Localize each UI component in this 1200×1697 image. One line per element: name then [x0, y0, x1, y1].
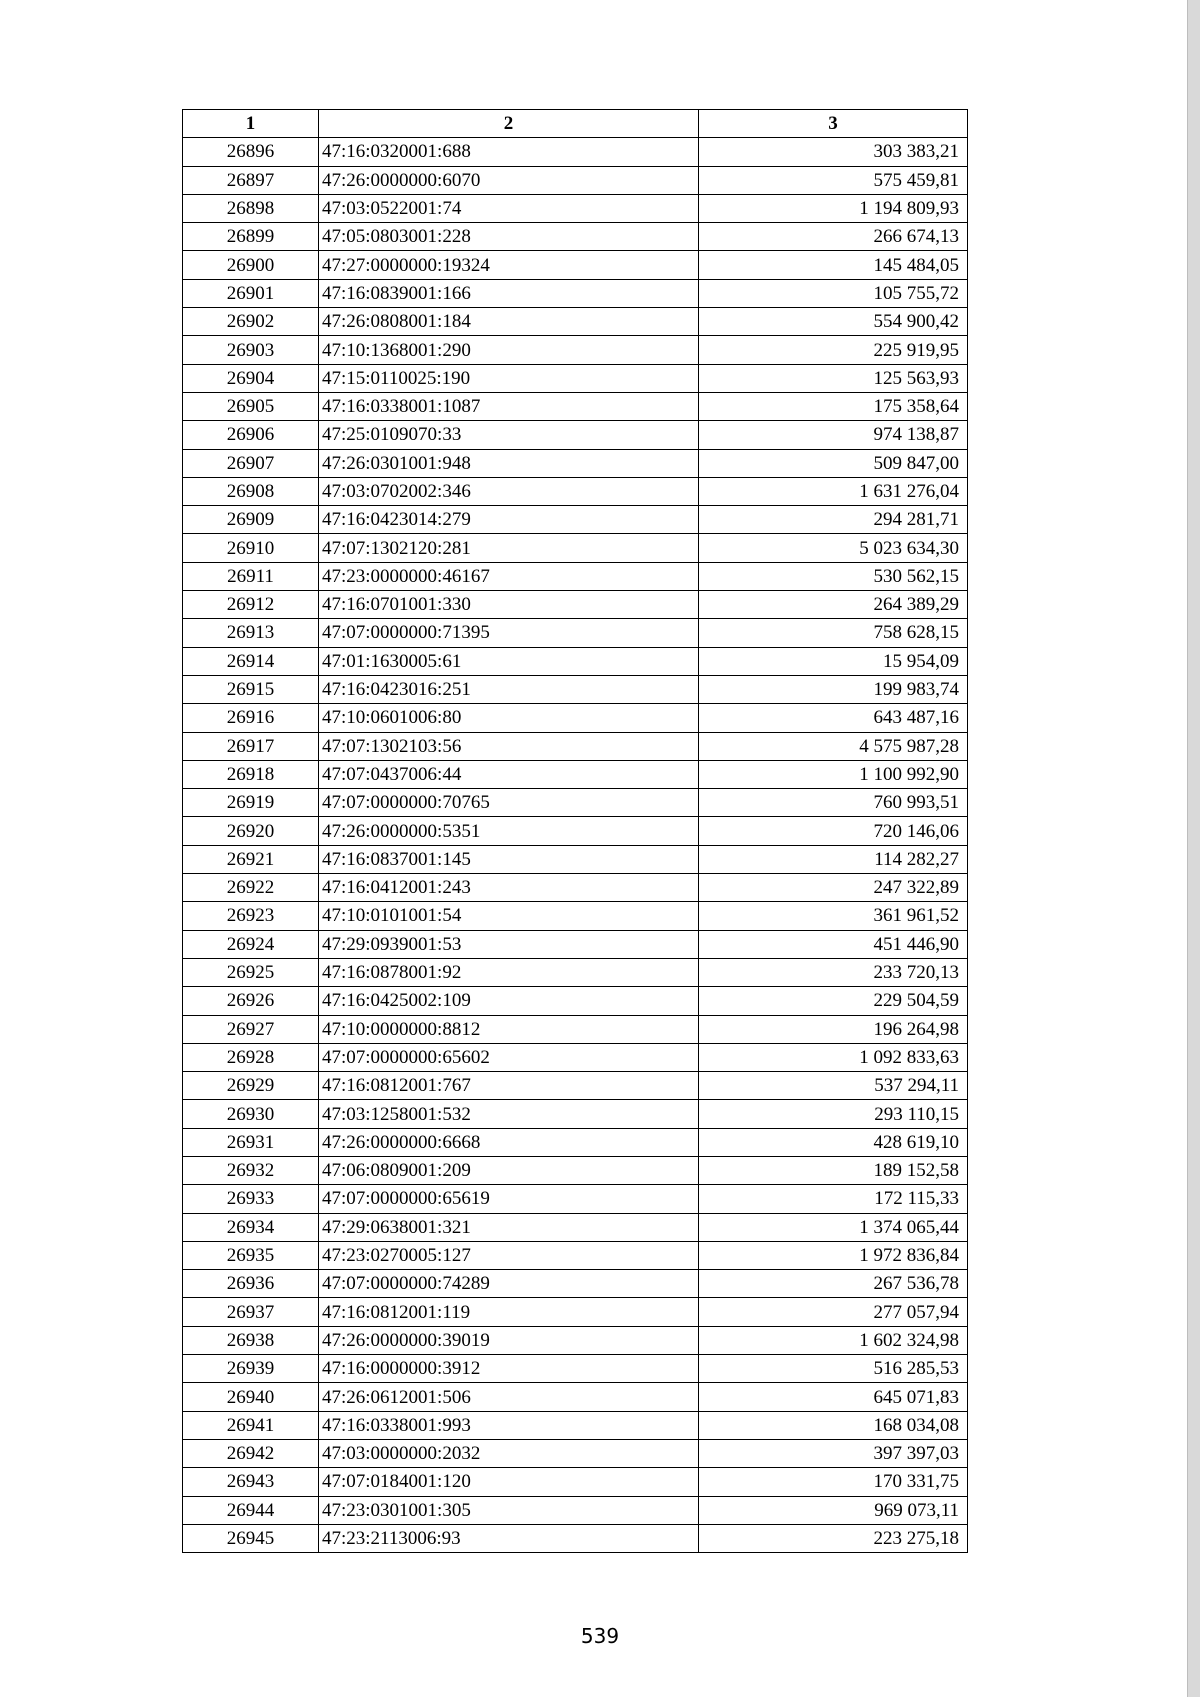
row-number-cell: 26925 [183, 958, 319, 986]
cadastral-number-cell: 47:23:0301001:305 [319, 1496, 699, 1524]
table-row [183, 1156, 968, 1184]
table-row [183, 789, 968, 817]
row-number-cell: 26939 [183, 1355, 319, 1383]
table-row [183, 1355, 968, 1383]
table-row [183, 1411, 968, 1439]
row-number-cell: 26913 [183, 619, 319, 647]
cadastral-number-cell: 47:16:0412001:243 [319, 874, 699, 902]
table-row [183, 647, 968, 675]
value-cell: 189 152,58 [699, 1156, 968, 1184]
cadastral-number-cell: 47:07:1302103:56 [319, 732, 699, 760]
value-cell: 1 602 324,98 [699, 1326, 968, 1354]
cadastral-number-cell: 47:10:0000000:8812 [319, 1015, 699, 1043]
row-number-cell: 26927 [183, 1015, 319, 1043]
value-cell: 361 961,52 [699, 902, 968, 930]
cadastral-number-cell: 47:03:0702002:346 [319, 477, 699, 505]
table-row [183, 1185, 968, 1213]
table-row [183, 308, 968, 336]
value-cell: 277 057,94 [699, 1298, 968, 1326]
table-row [183, 732, 968, 760]
cadastral-number-cell: 47:07:0184001:120 [319, 1468, 699, 1496]
row-number-cell: 26897 [183, 166, 319, 194]
value-cell: 145 484,05 [699, 251, 968, 279]
table-header [183, 110, 968, 138]
row-number-cell: 26910 [183, 534, 319, 562]
row-number-cell: 26941 [183, 1411, 319, 1439]
cadastral-number-cell: 47:16:0701001:330 [319, 591, 699, 619]
cadastral-number-cell: 47:03:0000000:2032 [319, 1439, 699, 1467]
row-number-cell: 26930 [183, 1100, 319, 1128]
table-row [183, 1326, 968, 1354]
value-cell: 114 282,27 [699, 845, 968, 873]
row-number-cell: 26907 [183, 449, 319, 477]
cadastral-number-cell: 47:16:0812001:119 [319, 1298, 699, 1326]
row-number-cell: 26909 [183, 506, 319, 534]
value-cell: 720 146,06 [699, 817, 968, 845]
value-cell: 264 389,29 [699, 591, 968, 619]
table-row [183, 166, 968, 194]
row-number-cell: 26906 [183, 421, 319, 449]
row-number-cell: 26936 [183, 1270, 319, 1298]
page-number: 539 [580, 1624, 620, 1648]
table-row [183, 874, 968, 902]
value-cell: 1 972 836,84 [699, 1241, 968, 1269]
cadastral-number-cell: 47:26:0612001:506 [319, 1383, 699, 1411]
row-number-cell: 26933 [183, 1185, 319, 1213]
value-cell: 175 358,64 [699, 392, 968, 420]
cadastral-number-cell: 47:26:0000000:39019 [319, 1326, 699, 1354]
value-cell: 293 110,15 [699, 1100, 968, 1128]
table-row [183, 1213, 968, 1241]
value-cell: 428 619,10 [699, 1128, 968, 1156]
cadastral-number-cell: 47:16:0812001:767 [319, 1072, 699, 1100]
value-cell: 643 487,16 [699, 704, 968, 732]
row-number-cell: 26918 [183, 760, 319, 788]
row-number-cell: 26928 [183, 1043, 319, 1071]
value-cell: 223 275,18 [699, 1524, 968, 1552]
row-number-cell: 26944 [183, 1496, 319, 1524]
table-row [183, 1072, 968, 1100]
table-row [183, 958, 968, 986]
row-number-cell: 26915 [183, 675, 319, 703]
cadastral-number-cell: 47:26:0000000:6070 [319, 166, 699, 194]
value-cell: 1 100 992,90 [699, 760, 968, 788]
value-cell: 451 446,90 [699, 930, 968, 958]
row-number-cell: 26900 [183, 251, 319, 279]
table-row [183, 194, 968, 222]
table-row [183, 1439, 968, 1467]
row-number-cell: 26914 [183, 647, 319, 675]
value-cell: 105 755,72 [699, 279, 968, 307]
table-row [183, 987, 968, 1015]
row-number-cell: 26935 [183, 1241, 319, 1269]
cadastral-number-cell: 47:07:0000000:65602 [319, 1043, 699, 1071]
row-number-cell: 26916 [183, 704, 319, 732]
row-number-cell: 26911 [183, 562, 319, 590]
table-row [183, 392, 968, 420]
cadastral-number-cell: 47:16:0338001:1087 [319, 392, 699, 420]
value-cell: 760 993,51 [699, 789, 968, 817]
cadastral-number-cell: 47:07:0437006:44 [319, 760, 699, 788]
cadastral-number-cell: 47:16:0320001:688 [319, 138, 699, 166]
table-row [183, 902, 968, 930]
table-row [183, 223, 968, 251]
value-cell: 1 374 065,44 [699, 1213, 968, 1241]
table-body [183, 138, 968, 1553]
row-number-cell: 26923 [183, 902, 319, 930]
cadastral-number-cell: 47:16:0000000:3912 [319, 1355, 699, 1383]
value-cell: 267 536,78 [699, 1270, 968, 1298]
row-number-cell: 26898 [183, 194, 319, 222]
cadastral-number-cell: 47:26:0301001:948 [319, 449, 699, 477]
value-cell: 247 322,89 [699, 874, 968, 902]
cadastral-number-cell: 47:10:0601006:80 [319, 704, 699, 732]
table-row [183, 1015, 968, 1043]
cadastral-number-cell: 47:26:0000000:6668 [319, 1128, 699, 1156]
value-cell: 516 285,53 [699, 1355, 968, 1383]
table-row [183, 760, 968, 788]
column-header-2: 2 [319, 110, 699, 138]
table-row [183, 1298, 968, 1326]
value-cell: 168 034,08 [699, 1411, 968, 1439]
header-row [183, 110, 968, 138]
cadastral-number-cell: 47:07:0000000:65619 [319, 1185, 699, 1213]
table-row [183, 817, 968, 845]
value-cell: 294 281,71 [699, 506, 968, 534]
cadastral-number-cell: 47:16:0878001:92 [319, 958, 699, 986]
value-cell: 1 194 809,93 [699, 194, 968, 222]
data-table [182, 109, 968, 1553]
value-cell: 509 847,00 [699, 449, 968, 477]
column-header-3: 3 [699, 110, 968, 138]
cadastral-number-cell: 47:07:1302120:281 [319, 534, 699, 562]
cadastral-number-cell: 47:07:0000000:74289 [319, 1270, 699, 1298]
table-row [183, 1524, 968, 1552]
row-number-cell: 26917 [183, 732, 319, 760]
cadastral-number-cell: 47:25:0109070:33 [319, 421, 699, 449]
table-row [183, 364, 968, 392]
row-number-cell: 26937 [183, 1298, 319, 1326]
table-row [183, 1383, 968, 1411]
cadastral-number-cell: 47:10:1368001:290 [319, 336, 699, 364]
cadastral-number-cell: 47:23:0000000:46167 [319, 562, 699, 590]
table-row [183, 1043, 968, 1071]
cadastral-number-cell: 47:01:1630005:61 [319, 647, 699, 675]
table-row [183, 562, 968, 590]
value-cell: 969 073,11 [699, 1496, 968, 1524]
cadastral-number-cell: 47:27:0000000:19324 [319, 251, 699, 279]
cadastral-number-cell: 47:03:0522001:74 [319, 194, 699, 222]
value-cell: 530 562,15 [699, 562, 968, 590]
table-row [183, 930, 968, 958]
cadastral-number-cell: 47:16:0423014:279 [319, 506, 699, 534]
table-row [183, 619, 968, 647]
value-cell: 172 115,33 [699, 1185, 968, 1213]
table-row [183, 1468, 968, 1496]
table-row [183, 251, 968, 279]
value-cell: 233 720,13 [699, 958, 968, 986]
row-number-cell: 26940 [183, 1383, 319, 1411]
table-row [183, 1241, 968, 1269]
value-cell: 645 071,83 [699, 1383, 968, 1411]
cadastral-number-cell: 47:23:2113006:93 [319, 1524, 699, 1552]
cadastral-number-cell: 47:26:0000000:5351 [319, 817, 699, 845]
value-cell: 125 563,93 [699, 364, 968, 392]
table-row [183, 138, 968, 166]
cadastral-number-cell: 47:16:0423016:251 [319, 675, 699, 703]
row-number-cell: 26899 [183, 223, 319, 251]
value-cell: 170 331,75 [699, 1468, 968, 1496]
row-number-cell: 26926 [183, 987, 319, 1015]
row-number-cell: 26908 [183, 477, 319, 505]
value-cell: 225 919,95 [699, 336, 968, 364]
cadastral-number-cell: 47:16:0338001:993 [319, 1411, 699, 1439]
cadastral-number-cell: 47:06:0809001:209 [319, 1156, 699, 1184]
row-number-cell: 26924 [183, 930, 319, 958]
value-cell: 5 023 634,30 [699, 534, 968, 562]
table-row [183, 1270, 968, 1298]
value-cell: 537 294,11 [699, 1072, 968, 1100]
table-row [183, 1100, 968, 1128]
row-number-cell: 26943 [183, 1468, 319, 1496]
row-number-cell: 26931 [183, 1128, 319, 1156]
row-number-cell: 26921 [183, 845, 319, 873]
cadastral-number-cell: 47:29:0939001:53 [319, 930, 699, 958]
table-row [183, 279, 968, 307]
cadastral-number-cell: 47:10:0101001:54 [319, 902, 699, 930]
row-number-cell: 26945 [183, 1524, 319, 1552]
row-number-cell: 26905 [183, 392, 319, 420]
row-number-cell: 26922 [183, 874, 319, 902]
row-number-cell: 26912 [183, 591, 319, 619]
table-row [183, 704, 968, 732]
value-cell: 4 575 987,28 [699, 732, 968, 760]
value-cell: 1 631 276,04 [699, 477, 968, 505]
table-row [183, 477, 968, 505]
table-row [183, 421, 968, 449]
cadastral-number-cell: 47:16:0839001:166 [319, 279, 699, 307]
value-cell: 758 628,15 [699, 619, 968, 647]
cadastral-number-cell: 47:29:0638001:321 [319, 1213, 699, 1241]
table-row [183, 1128, 968, 1156]
table-row [183, 506, 968, 534]
row-number-cell: 26938 [183, 1326, 319, 1354]
value-cell: 397 397,03 [699, 1439, 968, 1467]
row-number-cell: 26934 [183, 1213, 319, 1241]
table-row [183, 534, 968, 562]
row-number-cell: 26896 [183, 138, 319, 166]
table-row [183, 449, 968, 477]
value-cell: 303 383,21 [699, 138, 968, 166]
page-edge [1187, 0, 1200, 1697]
row-number-cell: 26919 [183, 789, 319, 817]
value-cell: 554 900,42 [699, 308, 968, 336]
cadastral-number-cell: 47:05:0803001:228 [319, 223, 699, 251]
row-number-cell: 26942 [183, 1439, 319, 1467]
row-number-cell: 26901 [183, 279, 319, 307]
cadastral-number-cell: 47:07:0000000:70765 [319, 789, 699, 817]
row-number-cell: 26902 [183, 308, 319, 336]
table-row [183, 845, 968, 873]
table-row [183, 336, 968, 364]
cadastral-number-cell: 47:15:0110025:190 [319, 364, 699, 392]
cadastral-number-cell: 47:03:1258001:532 [319, 1100, 699, 1128]
table-row [183, 591, 968, 619]
value-cell: 266 674,13 [699, 223, 968, 251]
value-cell: 974 138,87 [699, 421, 968, 449]
row-number-cell: 26920 [183, 817, 319, 845]
row-number-cell: 26904 [183, 364, 319, 392]
value-cell: 229 504,59 [699, 987, 968, 1015]
row-number-cell: 26929 [183, 1072, 319, 1100]
cadastral-number-cell: 47:16:0425002:109 [319, 987, 699, 1015]
table-row [183, 1496, 968, 1524]
cadastral-number-cell: 47:23:0270005:127 [319, 1241, 699, 1269]
row-number-cell: 26932 [183, 1156, 319, 1184]
row-number-cell: 26903 [183, 336, 319, 364]
column-header-1: 1 [183, 110, 319, 138]
table-row [183, 675, 968, 703]
cadastral-number-cell: 47:26:0808001:184 [319, 308, 699, 336]
value-cell: 1 092 833,63 [699, 1043, 968, 1071]
value-cell: 196 264,98 [699, 1015, 968, 1043]
value-cell: 199 983,74 [699, 675, 968, 703]
cadastral-number-cell: 47:16:0837001:145 [319, 845, 699, 873]
value-cell: 575 459,81 [699, 166, 968, 194]
value-cell: 15 954,09 [699, 647, 968, 675]
cadastral-number-cell: 47:07:0000000:71395 [319, 619, 699, 647]
